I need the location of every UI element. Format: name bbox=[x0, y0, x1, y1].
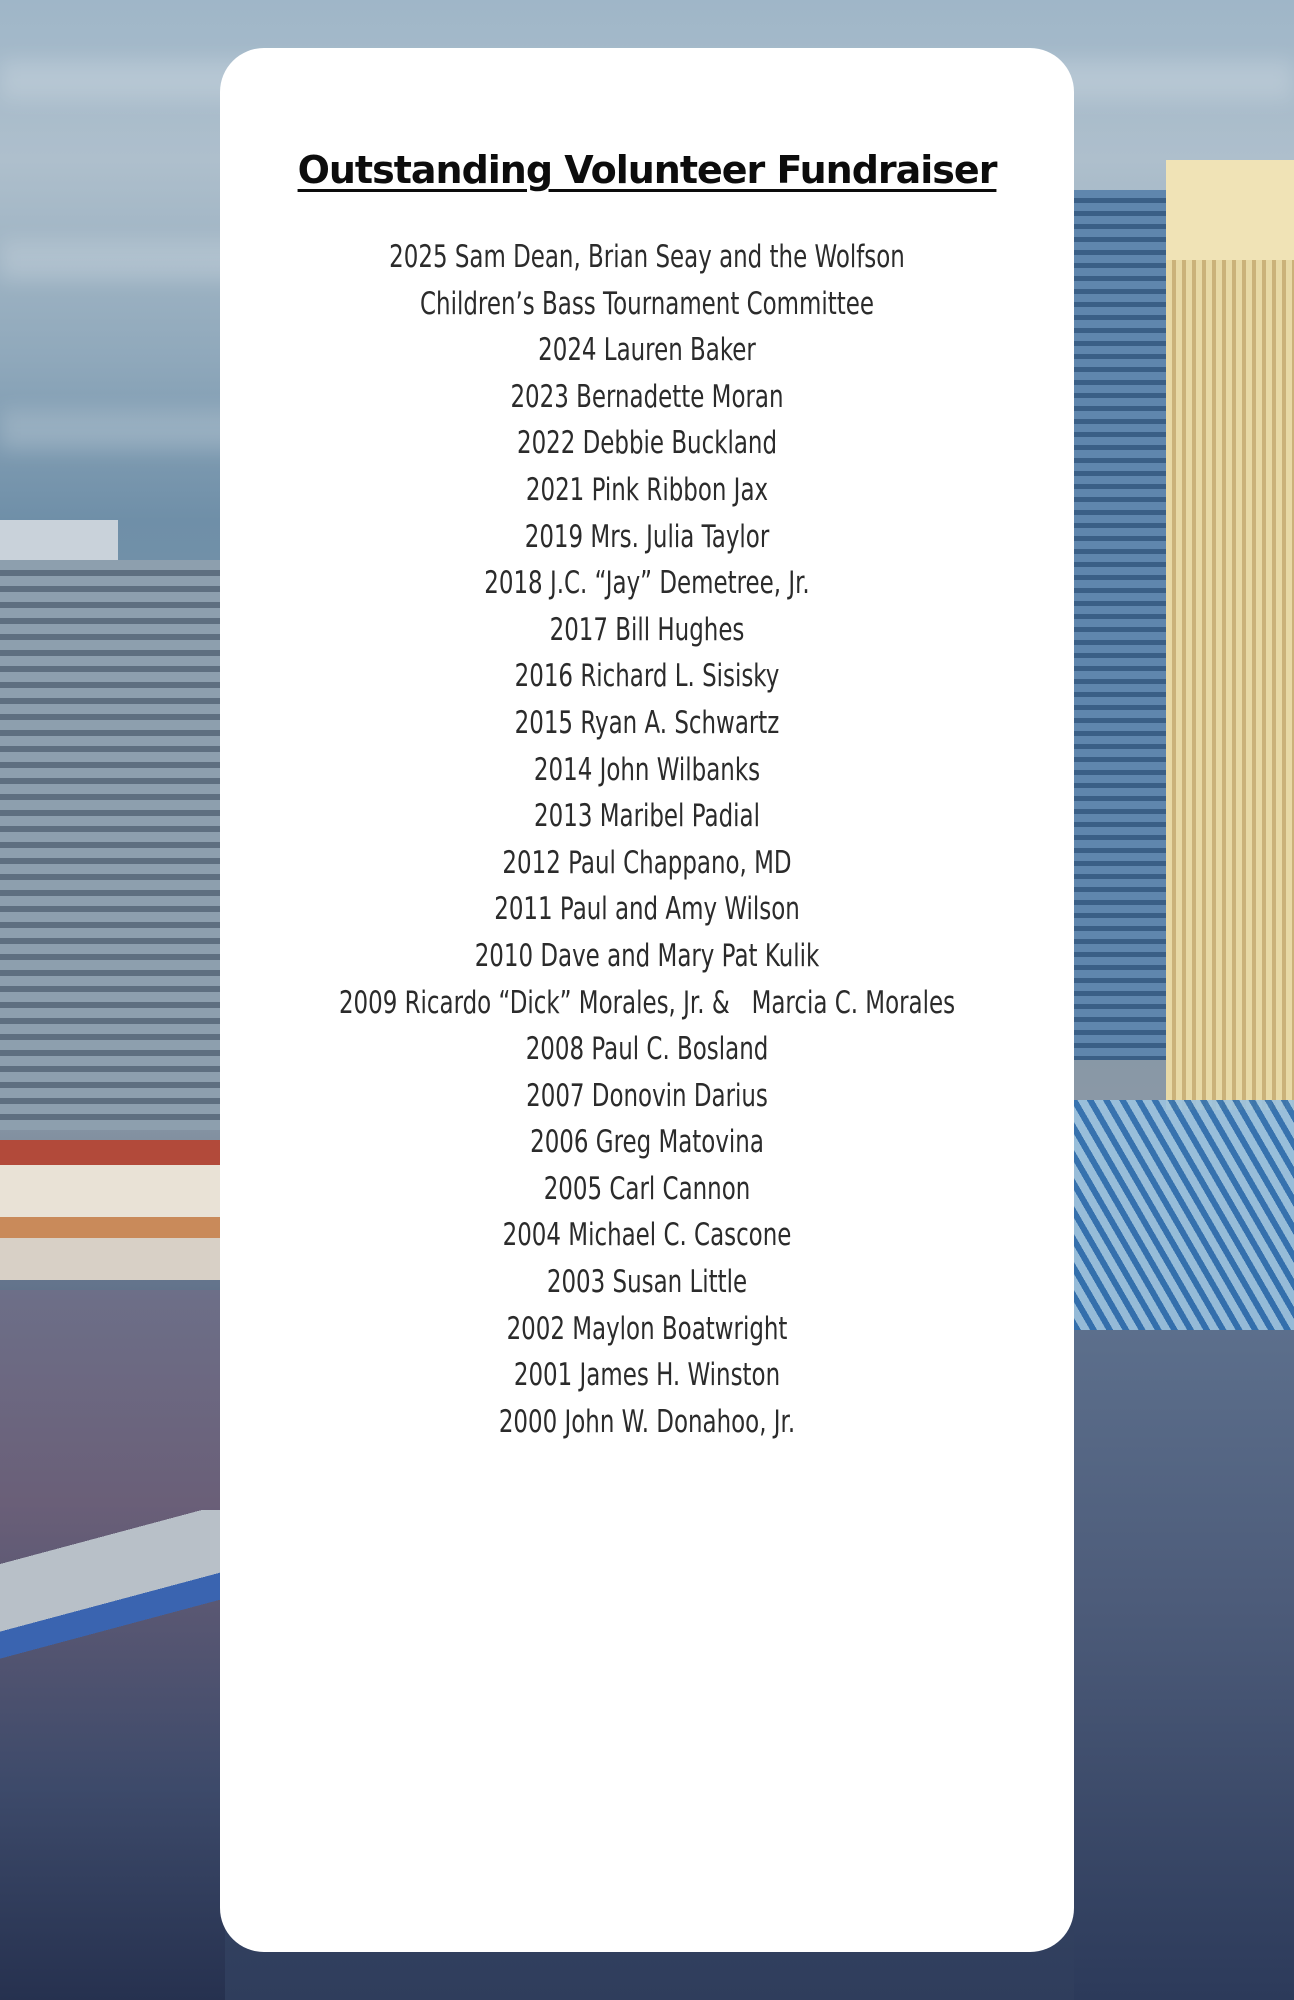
list-item: 2001 James H. Winston bbox=[513, 1357, 781, 1394]
list-item: 2004 Michael C. Cascone bbox=[502, 1217, 792, 1254]
gold-tower bbox=[1166, 160, 1294, 1110]
list-item: 2006 Greg Matovina bbox=[530, 1124, 764, 1161]
honoree-card bbox=[220, 48, 1074, 1952]
list-item: Children’s Bass Tournament Committee bbox=[420, 285, 874, 322]
gold-tower-top bbox=[1166, 160, 1294, 260]
list-item: 2002 Maylon Boatwright bbox=[506, 1310, 788, 1347]
list-item: 2015 Ryan A. Schwartz bbox=[514, 704, 780, 741]
list-item: 2007 Donovin Darius bbox=[526, 1077, 768, 1114]
list-item: 2009 Ricardo “Dick” Morales, Jr. & Marcia C. Morales bbox=[338, 984, 956, 1021]
office-building-left bbox=[0, 560, 225, 1130]
list-item: 2010 Dave and Mary Pat Kulik bbox=[474, 937, 820, 974]
list-item: 2019 Mrs. Julia Taylor bbox=[524, 518, 770, 555]
honoree-list bbox=[331, 234, 963, 1445]
list-item: 2018 J.C. “Jay” Demetree, Jr. bbox=[484, 565, 810, 602]
river-water-right bbox=[1074, 1330, 1294, 2000]
list-item: 2016 Richard L. Sisisky bbox=[514, 658, 780, 695]
list-item: 2012 Paul Chappano, MD bbox=[502, 844, 792, 881]
list-item: 2022 Debbie Buckland bbox=[516, 425, 778, 462]
list-item: 2011 Paul and Amy Wilson bbox=[494, 891, 800, 928]
list-item: 2003 Susan Little bbox=[546, 1264, 748, 1301]
list-item: 2017 Bill Hughes bbox=[549, 611, 745, 648]
list-item: 2025 Sam Dean, Brian Seay and the Wolfson bbox=[389, 239, 905, 275]
bridge-left bbox=[0, 1510, 225, 1720]
list-item: 2008 Paul C. Bosland bbox=[525, 1031, 769, 1068]
list-item: 2021 Pink Ribbon Jax bbox=[525, 471, 769, 508]
list-item: 2023 Bernadette Moran bbox=[510, 378, 784, 415]
list-item: 2024 Lauren Baker bbox=[538, 332, 756, 369]
bridge-right bbox=[1074, 1100, 1294, 1330]
list-item: 2000 John W. Donahoo, Jr. bbox=[498, 1403, 796, 1440]
building-rooftop bbox=[0, 520, 118, 565]
page-title: Outstanding Volunteer Fundraiser bbox=[297, 148, 997, 192]
waterfront-pier bbox=[0, 1140, 225, 1280]
list-item: 2014 John Wilbanks bbox=[533, 751, 761, 788]
glass-tower bbox=[1074, 190, 1166, 1060]
list-item: 2005 Carl Cannon bbox=[543, 1170, 751, 1207]
list-item: 2013 Maribel Padial bbox=[534, 798, 760, 835]
